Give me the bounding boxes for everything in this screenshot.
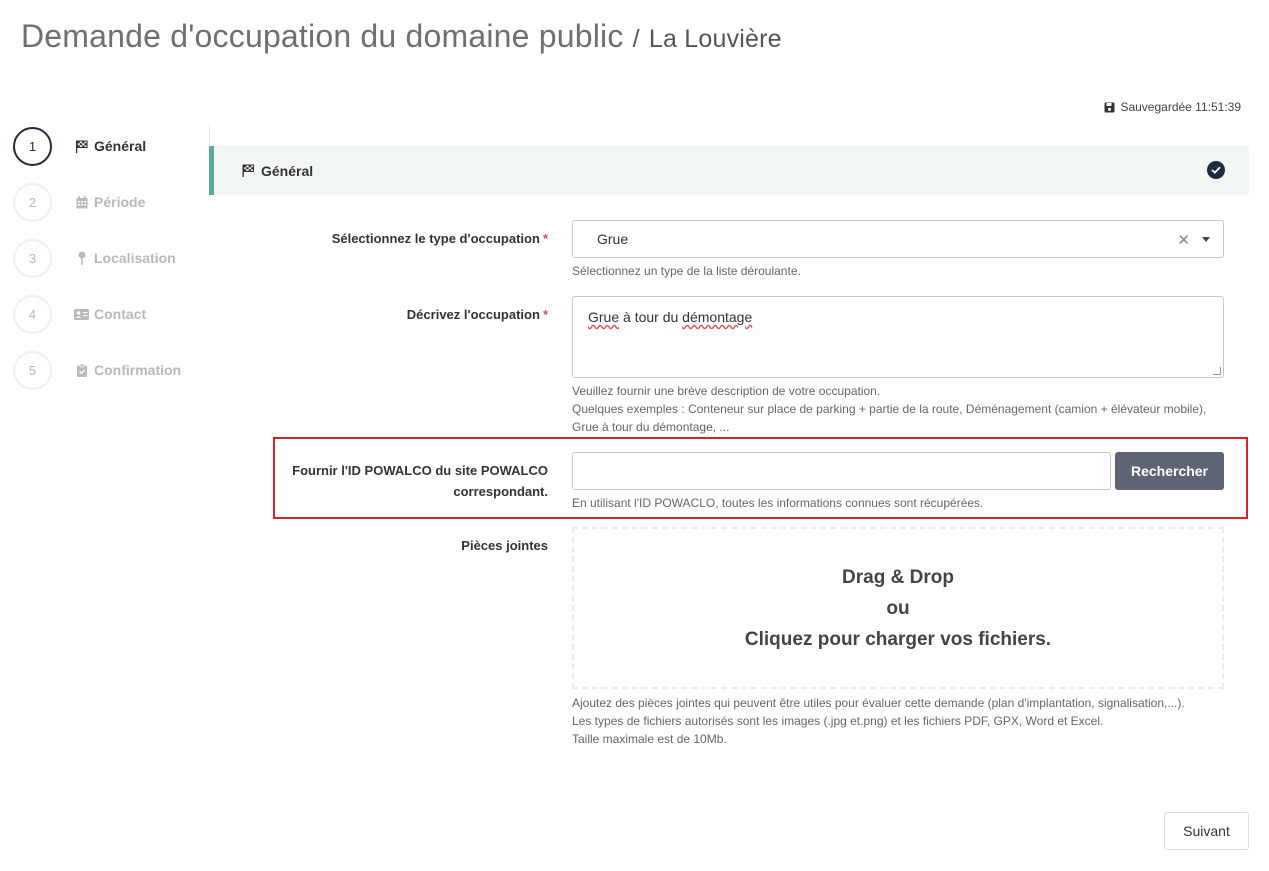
title-separator: / — [632, 25, 640, 53]
section-title: Général — [261, 162, 314, 179]
clear-icon[interactable]: ✕ — [1177, 232, 1190, 249]
occupation-type-label-text: Sélectionnez le type d'occupation — [331, 231, 540, 246]
step-number: 1 — [13, 127, 52, 166]
description-word: Grue — [588, 309, 620, 325]
step-number: 5 — [13, 351, 52, 390]
calendar-icon — [74, 196, 89, 209]
description-textarea[interactable] — [572, 296, 1224, 378]
step-periode[interactable] — [13, 174, 209, 230]
help-line: Les types de fichiers autorisés sont les images (.jpg et.png) et les fichiers PDF, GPX, Word et Excel. — [572, 714, 1104, 728]
occupation-type-value: Grue — [597, 231, 629, 247]
powalco-label — [292, 460, 548, 502]
help-line: Ajoutez des pièces jointes qui peuvent être utiles pour évaluer cette demande (plan d'implantation, signalisation,...). — [572, 696, 1185, 710]
save-status — [1104, 100, 1241, 114]
chevron-down-icon[interactable] — [1202, 237, 1210, 242]
step-number: 2 — [13, 183, 52, 222]
powalco-label-line: correspondant. — [453, 484, 548, 499]
step-label: Localisation — [94, 250, 176, 266]
help-line: Grue à tour du démontage, ... — [572, 420, 730, 434]
flag-checkered-icon — [74, 140, 89, 153]
flag-checkered-icon — [241, 164, 255, 177]
step-confirmation[interactable] — [13, 342, 209, 398]
step-label: Général — [94, 138, 147, 154]
city-name: La Louvière — [648, 25, 782, 53]
required-marker: * — [542, 307, 548, 322]
attachments-help — [572, 694, 1185, 748]
step-number: 3 — [13, 239, 52, 278]
file-dropzone[interactable] — [572, 527, 1224, 689]
wizard-stepper — [13, 126, 209, 398]
description-word: démontage — [682, 309, 753, 325]
description-word: à tour du — [619, 309, 683, 325]
powalco-id-input[interactable] — [572, 452, 1111, 490]
dropzone-line: ou — [886, 597, 910, 619]
floppy-disk-icon — [1104, 102, 1115, 113]
search-button[interactable]: Rechercher — [1115, 452, 1224, 490]
help-line: Veuillez fournir une brève description de votre occupation. — [572, 384, 881, 398]
description-label-text: Décrivez l'occupation — [406, 307, 540, 322]
id-card-icon — [74, 309, 89, 320]
powalco-help: En utilisant l'ID POWACLO, toutes les informations connues sont récupérées. — [572, 496, 984, 510]
page-title-text: Demande d'occupation du domaine public — [21, 18, 624, 54]
step-general[interactable] — [13, 118, 209, 174]
resize-grip-icon[interactable] — [1213, 367, 1221, 375]
stepper-divider — [209, 126, 210, 146]
step-label: Période — [94, 194, 146, 210]
step-localisation[interactable] — [13, 230, 209, 286]
dropzone-line: Drag & Drop — [842, 566, 954, 588]
help-line: Taille maximale est de 10Mb. — [572, 732, 727, 746]
description-value — [588, 309, 752, 325]
step-number: 4 — [13, 295, 52, 334]
description-label — [407, 304, 548, 325]
description-help — [572, 382, 1206, 436]
occupation-type-help: Sélectionnez un type de la liste déroulante. — [572, 264, 801, 278]
step-contact[interactable] — [13, 286, 209, 342]
required-marker: * — [542, 231, 548, 246]
step-label: Contact — [94, 306, 147, 322]
clipboard-check-icon — [74, 364, 89, 377]
section-header-general[interactable] — [209, 146, 1249, 195]
step-label: Confirmation — [94, 362, 182, 378]
help-line: Quelques exemples : Conteneur sur place de parking + partie de la route, Déménagement (camion + élévateur mobile), — [572, 402, 1207, 416]
check-circle-icon — [1207, 161, 1225, 179]
save-status-text: Sauvegardée 11:51:39 — [1120, 100, 1241, 114]
occupation-type-select[interactable] — [572, 220, 1224, 258]
powalco-label-line: Fournir l'ID POWALCO du site POWALCO — [292, 463, 548, 478]
dropzone-line: Cliquez pour charger vos fichiers. — [744, 628, 1052, 650]
map-pin-icon — [74, 251, 89, 265]
attachments-label: Pièces jointes — [461, 538, 548, 553]
page-title — [21, 18, 782, 55]
occupation-type-label — [332, 228, 548, 249]
next-button[interactable]: Suivant — [1164, 812, 1249, 850]
